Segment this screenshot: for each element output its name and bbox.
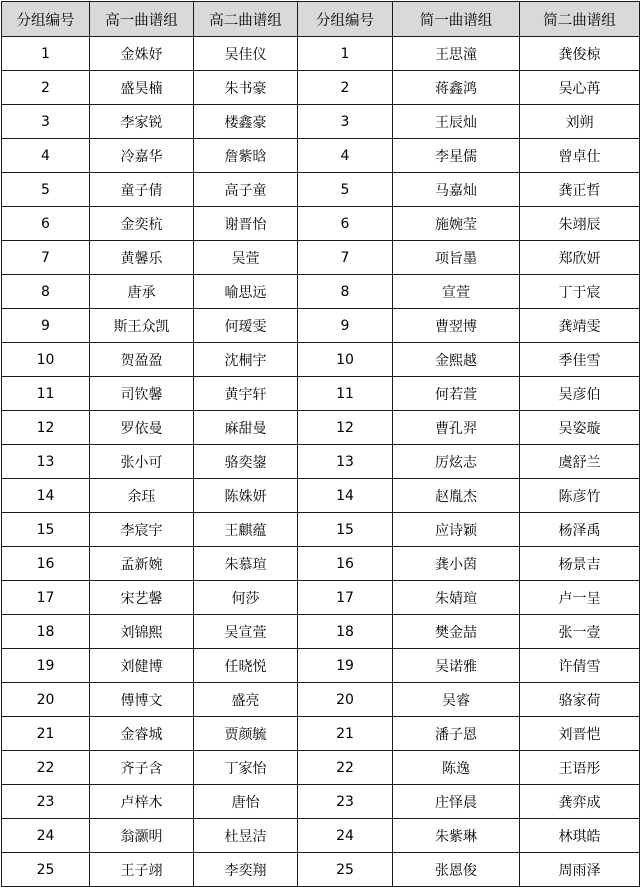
senior2-name-cell: 何莎 (194, 581, 298, 615)
senior2-name-cell: 李奕翔 (194, 853, 298, 887)
table-row (2, 445, 640, 479)
table-row (2, 139, 640, 173)
simple1-name-cell: 陈逸 (393, 751, 520, 785)
group-number-right-cell: 6 (298, 207, 393, 241)
simple1-name-cell: 应诗颖 (393, 513, 520, 547)
group-number-left-cell: 25 (2, 853, 90, 887)
senior1-name-cell: 宋艺馨 (90, 581, 194, 615)
senior1-name-cell: 刘锦熙 (90, 615, 194, 649)
group-number-right-cell: 14 (298, 479, 393, 513)
group-number-left-cell: 7 (2, 241, 90, 275)
simple2-name-cell: 王语彤 (520, 751, 640, 785)
simple2-name-cell: 丁于宸 (520, 275, 640, 309)
simple1-name-cell: 何若萱 (393, 377, 520, 411)
table-row (2, 173, 640, 207)
simple1-name-cell: 王思潼 (393, 37, 520, 71)
group-number-left-cell: 24 (2, 819, 90, 853)
senior2-name-cell: 朱书豪 (194, 71, 298, 105)
senior1-name-cell: 傅博文 (90, 683, 194, 717)
senior2-name-cell: 高子童 (194, 173, 298, 207)
senior2-name-cell: 唐怡 (194, 785, 298, 819)
table-row (2, 615, 640, 649)
group-number-right-cell: 12 (298, 411, 393, 445)
group-number-left-cell: 6 (2, 207, 90, 241)
simple1-name-cell: 马嘉灿 (393, 173, 520, 207)
senior2-name-cell: 盛亮 (194, 683, 298, 717)
header-simple2-score-group: 简二曲谱组 (520, 2, 640, 37)
senior1-name-cell: 罗依曼 (90, 411, 194, 445)
group-number-right-cell: 3 (298, 105, 393, 139)
group-number-right-cell: 24 (298, 819, 393, 853)
table-row (2, 717, 640, 751)
simple2-name-cell: 林琪皓 (520, 819, 640, 853)
group-number-left-cell: 22 (2, 751, 90, 785)
simple2-name-cell: 曾卓仕 (520, 139, 640, 173)
simple1-name-cell: 宣萱 (393, 275, 520, 309)
group-number-right-cell: 4 (298, 139, 393, 173)
senior2-name-cell: 任晓悦 (194, 649, 298, 683)
simple2-name-cell: 刘朔 (520, 105, 640, 139)
senior1-name-cell: 刘健博 (90, 649, 194, 683)
table-row (2, 683, 640, 717)
simple2-name-cell: 吴心苒 (520, 71, 640, 105)
group-number-left-cell: 16 (2, 547, 90, 581)
senior1-name-cell: 贺盈盈 (90, 343, 194, 377)
table-row (2, 581, 640, 615)
table-row (2, 785, 640, 819)
group-number-right-cell: 7 (298, 241, 393, 275)
group-number-left-cell: 9 (2, 309, 90, 343)
simple2-name-cell: 骆家荷 (520, 683, 640, 717)
simple1-name-cell: 庄怿晨 (393, 785, 520, 819)
simple2-name-cell: 龚弈成 (520, 785, 640, 819)
senior1-name-cell: 盛昊楠 (90, 71, 194, 105)
senior1-name-cell: 齐子含 (90, 751, 194, 785)
group-number-right-cell: 19 (298, 649, 393, 683)
simple2-name-cell: 吴彦伯 (520, 377, 640, 411)
group-number-right-cell: 25 (298, 853, 393, 887)
simple1-name-cell: 曹翌博 (393, 309, 520, 343)
senior1-name-cell: 卢梓木 (90, 785, 194, 819)
senior1-name-cell: 童子倩 (90, 173, 194, 207)
group-number-right-cell: 18 (298, 615, 393, 649)
header-group-number-left: 分组编号 (2, 2, 90, 37)
table-row (2, 377, 640, 411)
simple2-name-cell: 郑欣妍 (520, 241, 640, 275)
header-group-number-right: 分组编号 (298, 2, 393, 37)
simple1-name-cell: 张恩俊 (393, 853, 520, 887)
simple2-name-cell: 吴姿璇 (520, 411, 640, 445)
group-number-right-cell: 1 (298, 37, 393, 71)
simple1-name-cell: 潘子恩 (393, 717, 520, 751)
group-number-right-cell: 22 (298, 751, 393, 785)
simple2-name-cell: 季佳雪 (520, 343, 640, 377)
senior1-name-cell: 王子翊 (90, 853, 194, 887)
senior1-name-cell: 唐承 (90, 275, 194, 309)
simple1-name-cell: 吴睿 (393, 683, 520, 717)
senior1-name-cell: 冷嘉华 (90, 139, 194, 173)
simple1-name-cell: 蒋鑫鸿 (393, 71, 520, 105)
simple2-name-cell: 龚俊椋 (520, 37, 640, 71)
senior2-name-cell: 麻甜曼 (194, 411, 298, 445)
group-number-left-cell: 19 (2, 649, 90, 683)
group-number-right-cell: 13 (298, 445, 393, 479)
table-header (2, 2, 640, 37)
table-row (2, 309, 640, 343)
group-number-left-cell: 14 (2, 479, 90, 513)
senior1-name-cell: 黄馨乐 (90, 241, 194, 275)
group-number-right-cell: 15 (298, 513, 393, 547)
senior2-name-cell: 楼鑫豪 (194, 105, 298, 139)
table-row (2, 241, 640, 275)
simple1-name-cell: 朱婧瑄 (393, 581, 520, 615)
group-number-left-cell: 13 (2, 445, 90, 479)
simple2-name-cell: 卢一呈 (520, 581, 640, 615)
simple1-name-cell: 龚小茵 (393, 547, 520, 581)
group-number-right-cell: 17 (298, 581, 393, 615)
senior1-name-cell: 李家锐 (90, 105, 194, 139)
table-row (2, 207, 640, 241)
group-number-left-cell: 4 (2, 139, 90, 173)
senior2-name-cell: 骆奕鋆 (194, 445, 298, 479)
senior2-name-cell: 杜昱洁 (194, 819, 298, 853)
simple2-name-cell: 虞舒兰 (520, 445, 640, 479)
group-number-right-cell: 21 (298, 717, 393, 751)
simple2-name-cell: 陈彦竹 (520, 479, 640, 513)
simple1-name-cell: 李星儒 (393, 139, 520, 173)
table-row (2, 513, 640, 547)
table-row (2, 37, 640, 71)
table-row (2, 343, 640, 377)
simple2-name-cell: 杨景吉 (520, 547, 640, 581)
simple2-name-cell: 龚正哲 (520, 173, 640, 207)
group-number-left-cell: 10 (2, 343, 90, 377)
table-row (2, 751, 640, 785)
senior1-name-cell: 余珏 (90, 479, 194, 513)
group-number-left-cell: 5 (2, 173, 90, 207)
senior2-name-cell: 丁家怡 (194, 751, 298, 785)
simple1-name-cell: 王辰灿 (393, 105, 520, 139)
senior2-name-cell: 贾颜毓 (194, 717, 298, 751)
simple1-name-cell: 朱紫琳 (393, 819, 520, 853)
simple2-name-cell: 周雨泽 (520, 853, 640, 887)
senior2-name-cell: 吴佳仪 (194, 37, 298, 71)
header-row (2, 2, 640, 37)
senior1-name-cell: 翁灏明 (90, 819, 194, 853)
simple2-name-cell: 张一壹 (520, 615, 640, 649)
senior1-name-cell: 李宸宇 (90, 513, 194, 547)
group-number-left-cell: 2 (2, 71, 90, 105)
group-number-left-cell: 23 (2, 785, 90, 819)
group-number-left-cell: 18 (2, 615, 90, 649)
group-number-right-cell: 5 (298, 173, 393, 207)
senior1-name-cell: 司钦馨 (90, 377, 194, 411)
table-row (2, 275, 640, 309)
table-row (2, 547, 640, 581)
senior2-name-cell: 吴宣萱 (194, 615, 298, 649)
header-senior1-score-group: 高一曲谱组 (90, 2, 194, 37)
simple1-name-cell: 曹孔羿 (393, 411, 520, 445)
group-number-left-cell: 12 (2, 411, 90, 445)
group-number-right-cell: 9 (298, 309, 393, 343)
group-number-left-cell: 20 (2, 683, 90, 717)
simple2-name-cell: 刘晋恺 (520, 717, 640, 751)
simple1-name-cell: 樊金喆 (393, 615, 520, 649)
group-number-right-cell: 20 (298, 683, 393, 717)
group-number-right-cell: 10 (298, 343, 393, 377)
senior2-name-cell: 谢晋怡 (194, 207, 298, 241)
group-number-left-cell: 15 (2, 513, 90, 547)
simple1-name-cell: 项旨墨 (393, 241, 520, 275)
table-row (2, 649, 640, 683)
senior2-name-cell: 陈姝妍 (194, 479, 298, 513)
table-row (2, 819, 640, 853)
simple1-name-cell: 金熙越 (393, 343, 520, 377)
group-number-left-cell: 3 (2, 105, 90, 139)
table-row (2, 853, 640, 887)
header-senior2-score-group: 高二曲谱组 (194, 2, 298, 37)
senior1-name-cell: 金睿城 (90, 717, 194, 751)
group-number-left-cell: 8 (2, 275, 90, 309)
senior1-name-cell: 孟新婉 (90, 547, 194, 581)
group-number-left-cell: 17 (2, 581, 90, 615)
senior2-name-cell: 吴萱 (194, 241, 298, 275)
senior2-name-cell: 王麒蕴 (194, 513, 298, 547)
senior1-name-cell: 张小可 (90, 445, 194, 479)
group-number-right-cell: 2 (298, 71, 393, 105)
senior1-name-cell: 金姝妤 (90, 37, 194, 71)
senior2-name-cell: 詹紫晗 (194, 139, 298, 173)
simple2-name-cell: 许倩雪 (520, 649, 640, 683)
group-number-right-cell: 11 (298, 377, 393, 411)
group-roster-table (1, 1, 640, 887)
senior2-name-cell: 朱慕瑄 (194, 547, 298, 581)
group-number-right-cell: 8 (298, 275, 393, 309)
simple1-name-cell: 赵胤杰 (393, 479, 520, 513)
senior2-name-cell: 黄宇轩 (194, 377, 298, 411)
simple2-name-cell: 朱翊辰 (520, 207, 640, 241)
simple1-name-cell: 施婉莹 (393, 207, 520, 241)
senior1-name-cell: 斯王众凯 (90, 309, 194, 343)
senior2-name-cell: 喻思远 (194, 275, 298, 309)
simple2-name-cell: 龚靖雯 (520, 309, 640, 343)
group-number-right-cell: 23 (298, 785, 393, 819)
senior2-name-cell: 何瑷雯 (194, 309, 298, 343)
senior2-name-cell: 沈桐宇 (194, 343, 298, 377)
simple2-name-cell: 杨泽禹 (520, 513, 640, 547)
header-simple1-score-group: 简一曲谱组 (393, 2, 520, 37)
simple1-name-cell: 厉炫志 (393, 445, 520, 479)
group-number-right-cell: 16 (298, 547, 393, 581)
table-row (2, 479, 640, 513)
table-row (2, 71, 640, 105)
group-number-left-cell: 21 (2, 717, 90, 751)
table-row (2, 105, 640, 139)
table-body (2, 37, 640, 887)
group-number-left-cell: 11 (2, 377, 90, 411)
senior1-name-cell: 金奕杭 (90, 207, 194, 241)
simple1-name-cell: 吴诺雅 (393, 649, 520, 683)
table-row (2, 411, 640, 445)
group-number-left-cell: 1 (2, 37, 90, 71)
